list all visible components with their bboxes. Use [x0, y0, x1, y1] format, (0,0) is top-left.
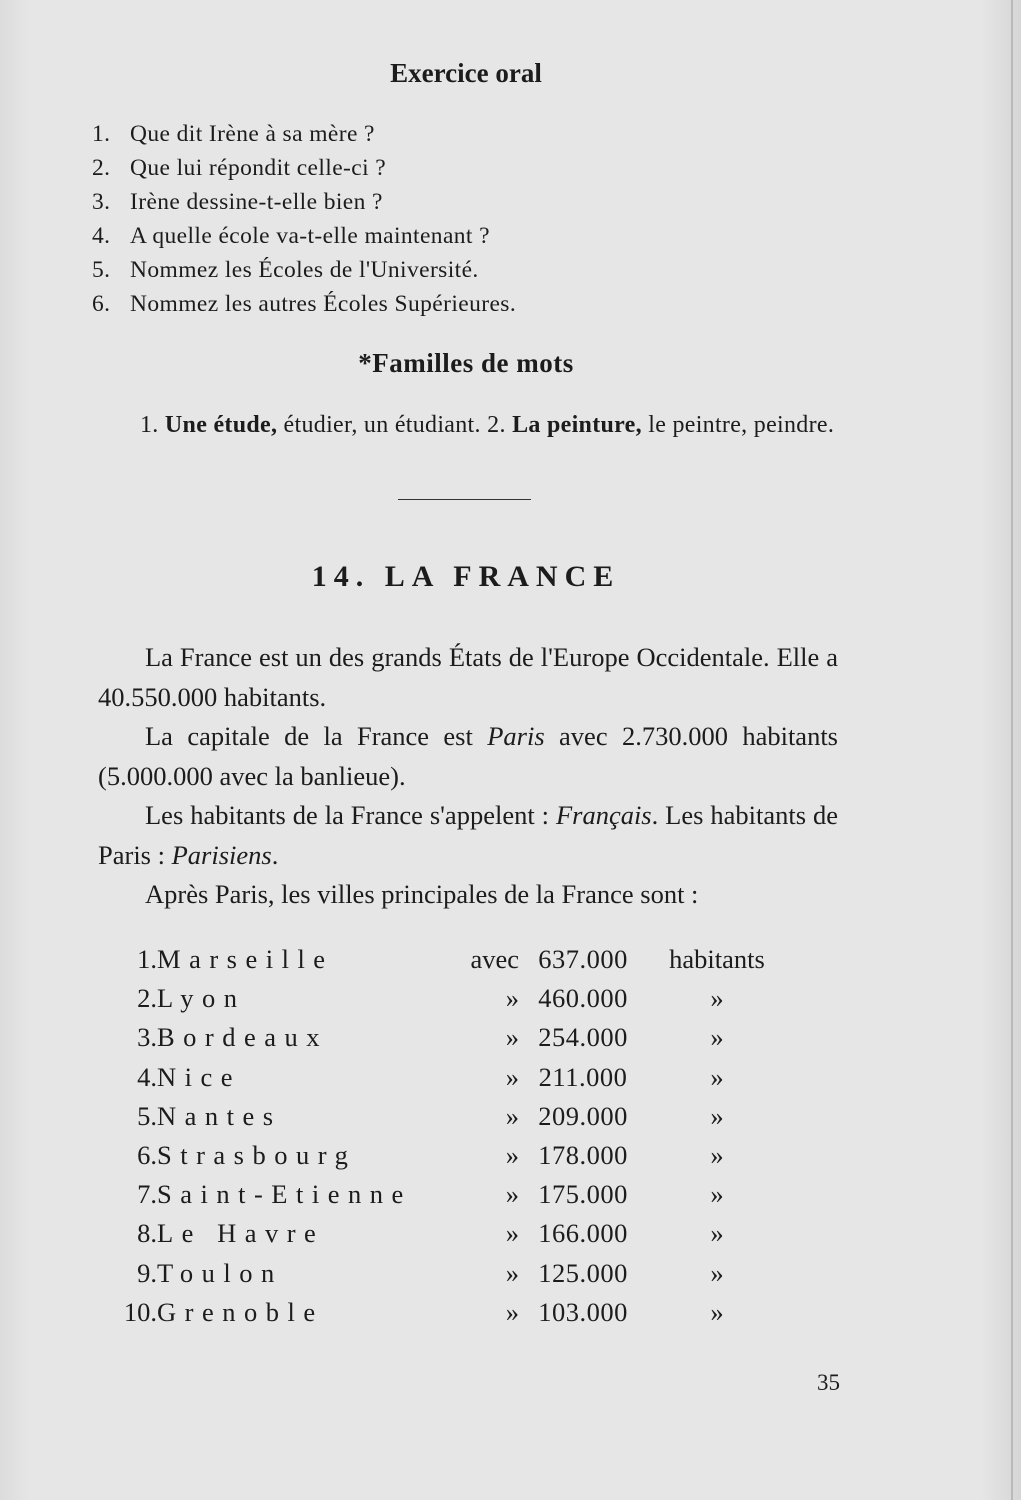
table-row: 3. Bordeaux » 254.000 » — [137, 1022, 724, 1053]
question-item: 4. A quelle école va-t-elle maintenant ? — [92, 223, 490, 249]
section-divider — [398, 499, 531, 500]
exercice-title: Exercice oral — [390, 58, 542, 88]
paragraph: La France est un des grands États de l'Europe Occidentale. Elle a 40.550.000 habitants. — [98, 642, 838, 712]
table-row: 1. Marseille avec 637.000 habitants — [137, 944, 765, 975]
table-row: 10. Grenoble » 103.000 » — [123, 1296, 724, 1327]
section-title: 14. LA FRANCE — [311, 560, 621, 593]
familles-title: *Familles de mots — [358, 348, 574, 378]
section-body — [98, 638, 838, 915]
page-number: 35 — [817, 1370, 840, 1395]
table-row: 8. Le Havre » 166.000 » — [137, 1218, 724, 1249]
question-item: 2. Que lui répondit celle-ci ? — [92, 155, 387, 181]
table-row: 2. Lyon » 460.000 » — [137, 983, 724, 1014]
question-item: 3. Irène dessine-t-elle bien ? — [92, 189, 383, 215]
cities-table — [105, 940, 787, 1332]
table-row: 5. Nantes » 209.000 » — [137, 1100, 724, 1131]
question-list — [92, 117, 516, 321]
table-row: 7. Saint-Etienne » 175.000 » — [137, 1179, 724, 1210]
question-item: 5. Nommez les Écoles de l'Université. — [92, 257, 479, 283]
familles-text: 1. Une étude, étudier, un étudiant. 2. La peinture, le peintre, peindre. — [140, 412, 835, 438]
table-row: 6. Strasbourg » 178.000 » — [137, 1140, 724, 1171]
table-row: 4. Nice » 211.000 » — [137, 1061, 724, 1092]
paragraph: Après Paris, les villes principales de la France sont : — [145, 879, 699, 909]
question-item: 6. Nommez les autres Écoles Supérieures. — [92, 291, 517, 317]
table-row: 9. Toulon » 125.000 » — [137, 1257, 724, 1288]
question-item: 1. Que dit Irène à sa mère ? — [92, 121, 375, 147]
paragraph: Les habitants de la France s'appelent : Français. Les habitants de Paris : Parisiens. — [98, 800, 839, 870]
page-edge — [1011, 0, 1013, 1500]
paragraph: La capitale de la France est Paris avec 2.730.000 habitants (5.000.000 avec la banlieue). — [98, 721, 838, 791]
